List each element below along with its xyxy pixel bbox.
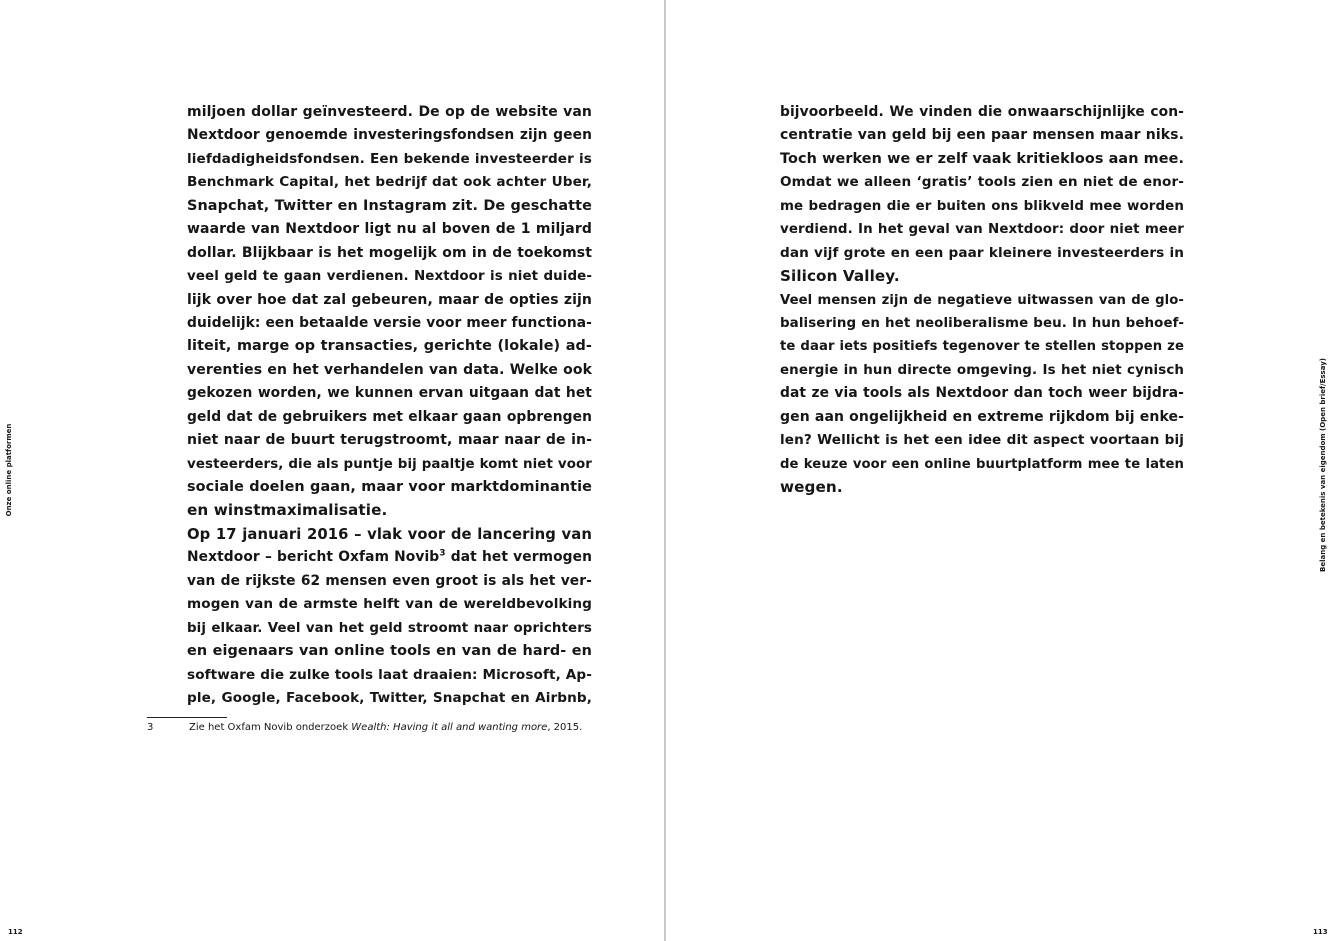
text-line: Silicon Valley. — [780, 267, 900, 286]
text-line: dat ze via tools als Nextdoor dan toch weer bijdra- — [780, 385, 1184, 402]
footnote-reference: 3 — [439, 548, 446, 559]
text-line: liefdadigheidsfondsen. Een bekende investeerder is — [187, 150, 592, 167]
text-line: mogen van de armste helft van de wereldbevolking — [187, 596, 592, 613]
text-line: verenties en het verhandelen van data. Welke ook — [187, 361, 592, 378]
text-line: wegen. — [780, 478, 843, 496]
text-line-with-footnote — [187, 546, 592, 569]
text-line: bij elkaar. Veel van het geld stroomt naar oprichters — [187, 620, 592, 636]
text-line: Nextdoor genoemde investeringsfondsen zijn geen — [187, 127, 592, 144]
text-line: centratie van geld bij een paar mensen maar niks. — [780, 127, 1184, 144]
text-line: dan vijf grote en een paar kleinere investeerders in — [780, 244, 1184, 261]
running-head-left: Onze online platformen — [5, 423, 13, 517]
right-body-text — [780, 101, 1184, 499]
text-fragment: dat het vermogen — [445, 549, 593, 566]
text-line: van de rijkste 62 mensen even groot is als het ver- — [187, 572, 592, 589]
footnote-title: Wealth: Having it all and wanting more — [351, 722, 548, 733]
footnote — [147, 721, 617, 735]
text-line: waarde van Nextdoor ligt nu al boven de 1 miljard — [187, 221, 592, 238]
running-head-right: Belang en betekenis van eigendom (Open brief/Essay) — [1319, 358, 1327, 572]
text-line: Veel mensen zijn de negatieve uitwassen van de glo- — [780, 292, 1184, 308]
text-line: me bedragen die er buiten ons blikveld mee worden — [780, 198, 1184, 214]
text-line: software die zulke tools laat draaien: Microsoft, Ap- — [187, 666, 592, 683]
left-page — [0, 0, 664, 941]
text-line: Benchmark Capital, het bedrijf dat ook achter Uber, — [187, 174, 592, 191]
footnote-number: 3 — [147, 722, 154, 733]
text-line: miljoen dollar geïnvesteerd. De op de website van — [187, 104, 592, 120]
page-number-right: 113 — [1313, 928, 1328, 936]
text-line: veel geld te gaan verdienen. Nextdoor is niet duide- — [187, 269, 592, 285]
text-line: en eigenaars van online tools en van de hard- en — [187, 643, 592, 660]
page-number-left: 112 — [8, 928, 23, 936]
text-line: vesteerders, die als puntje bij paaltje komt niet voor — [187, 456, 592, 472]
right-page — [666, 0, 1332, 941]
text-line: verdiend. In het geval van Nextdoor: door niet meer — [780, 222, 1184, 238]
text-line: duidelijk: een betaalde versie voor meer functiona- — [187, 314, 593, 331]
text-line: Omdat we alleen ‘gratis’ tools zien en niet de enor- — [780, 174, 1184, 191]
footnote-text: Zie het Oxfam Novib onderzoek — [189, 722, 352, 733]
text-line: energie in hun directe omgeving. Is het niet cynisch — [780, 362, 1184, 378]
text-line: ple, Google, Facebook, Twitter, Snapchat en Airbnb, — [187, 689, 592, 706]
text-line: niet naar de buurt terugstroomt, maar naar de in- — [187, 432, 592, 449]
text-line: de keuze voor een online buurtplatform mee te laten — [780, 456, 1184, 472]
text-line: dollar. Blijkbaar is het mogelijk om in de toekomst — [187, 244, 592, 261]
text-line: Toch werken we er zelf vaak kritiekloos aan mee. — [780, 150, 1185, 167]
footnote-text-end: , 2015. — [547, 722, 583, 733]
text-line: gen aan ongelijkheid en extreme rijkdom bij enke- — [780, 408, 1184, 425]
text-line: gekozen worden, we kunnen ervan uitgaan dat het — [187, 385, 592, 402]
text-line: sociale doelen gaan, maar voor marktdominantie — [187, 479, 592, 495]
text-fragment: Nextdoor – bericht Oxfam Novib — [187, 549, 440, 566]
text-line: len? Wellicht is het een idee dit aspect voortaan bij — [780, 432, 1184, 449]
text-line: en winstmaximalisatie. — [187, 501, 388, 520]
left-body-text — [187, 101, 592, 710]
text-line: bijvoorbeeld. We vinden die onwaarschijnlijke con- — [780, 104, 1184, 120]
footnote-divider — [147, 717, 227, 718]
text-line: lijk over hoe dat zal gebeuren, maar de opties zijn — [187, 291, 592, 308]
text-line: liteit, marge op transacties, gerichte (lokale) ad- — [187, 338, 592, 355]
text-line: Snapchat, Twitter en Instagram zit. De geschatte — [187, 197, 592, 214]
text-line: geld dat de gebruikers met elkaar gaan opbrengen — [187, 408, 592, 425]
text-line: balisering en het neoliberalisme beu. In hun behoef- — [780, 315, 1184, 331]
text-line: Op 17 januari 2016 – vlak voor de lancering van — [187, 525, 592, 543]
text-line: te daar iets positiefs tegenover te stellen stoppen ze — [780, 339, 1184, 355]
